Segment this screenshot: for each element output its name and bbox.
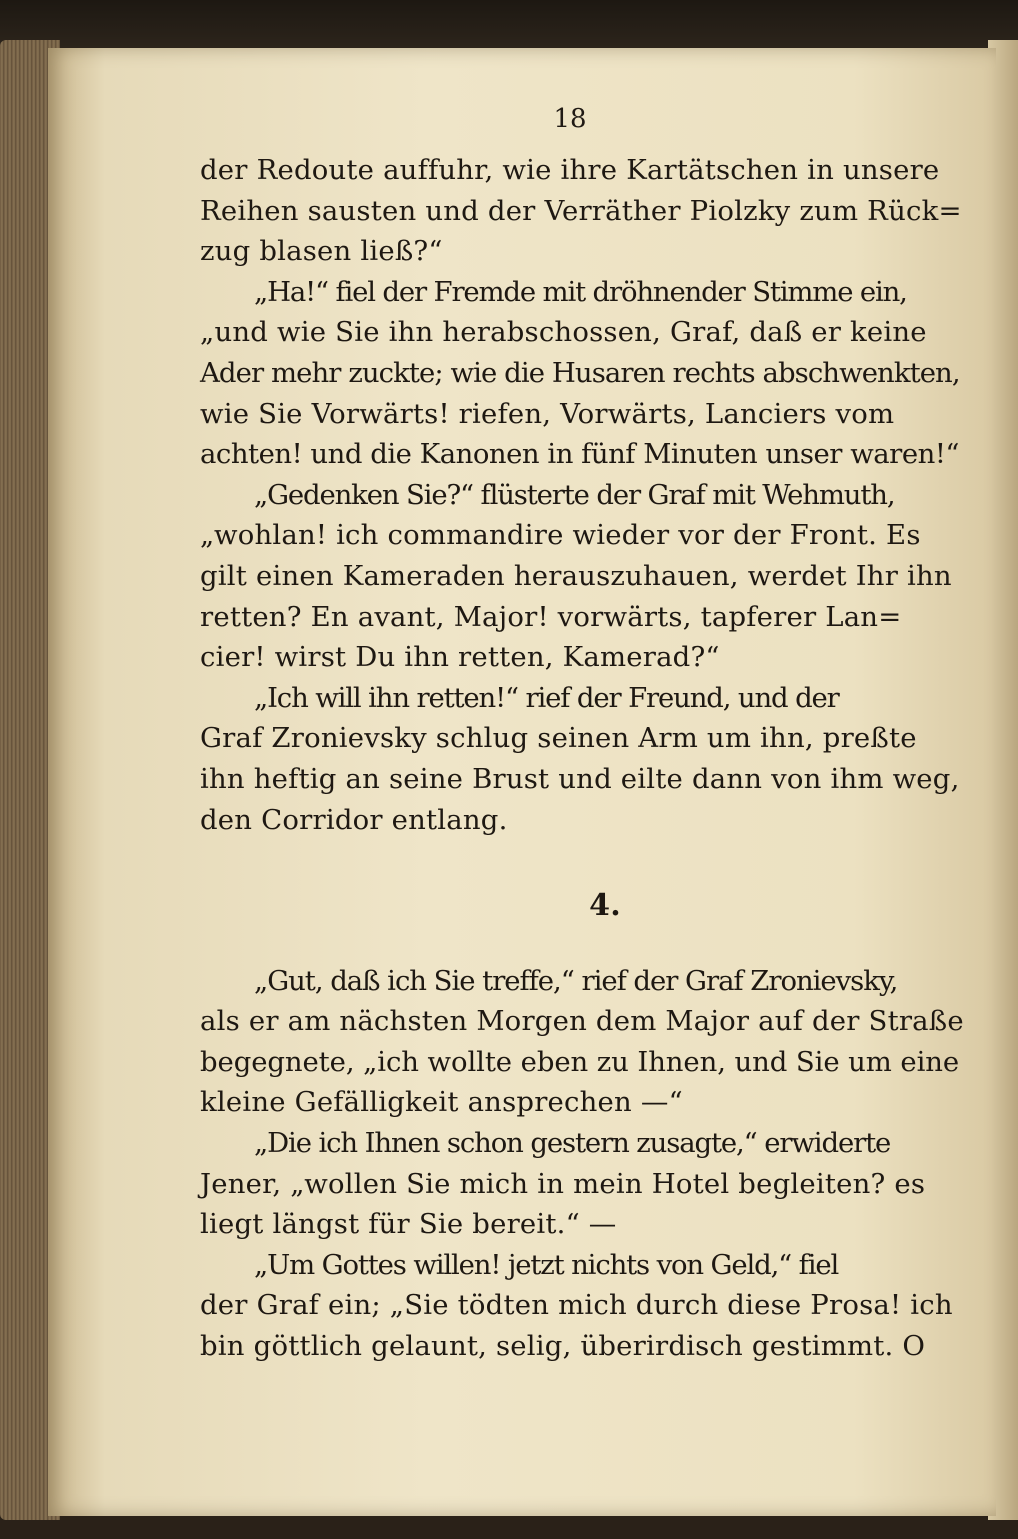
text-line: gilt einen Kameraden herauszuhauen, werdet Ihr ihn (200, 559, 952, 592)
page-number: 18 (553, 104, 587, 134)
text-section-after (200, 961, 970, 1367)
text-line: „wohlan! ich commandire wieder vor der Front. Es (200, 519, 921, 552)
paragraph (200, 1123, 970, 1245)
text-line: ihn heftig an seine Brust und eilte dann von ihm weg, (200, 762, 960, 795)
text-line: „Gut, daß ich Sie treffe,“ rief der Graf Zronievsky, (254, 964, 898, 997)
paragraph (200, 1245, 970, 1367)
text-line: liegt längst für Sie bereit.“ — (200, 1208, 617, 1241)
page-text (200, 150, 970, 1367)
text-line: „Gedenken Sie?“ flüsterte der Graf mit Wehmuth, (254, 478, 895, 511)
text-line: der Redoute auffuhr, wie ihre Kartätschen in unsere (200, 154, 940, 186)
paragraph (200, 272, 970, 475)
text-line: „Um Gottes willen! jetzt nichts von Geld,“ fiel (254, 1248, 839, 1281)
scan-background-top (0, 0, 1018, 48)
section-heading: 4. (589, 888, 621, 924)
text-line: „Ich will ihn retten!“ rief der Freund, und der (254, 681, 839, 714)
text-line: retten? En avant, Major! vorwärts, tapferer Lan= (200, 600, 902, 633)
text-line: Reihen sausten und der Verräther Piolzky zum Rück= (200, 194, 962, 227)
text-line: kleine Gefälligkeit ansprechen —“ (200, 1086, 683, 1119)
text-line: achten! und die Kanonen in fünf Minuten unser waren!“ (200, 438, 959, 471)
paragraph (200, 150, 970, 272)
text-line: den Corridor entlang. (200, 803, 508, 836)
text-line: „Die ich Ihnen schon gestern zusagte,“ erwiderte (254, 1127, 891, 1160)
text-section-before (200, 150, 970, 840)
text-line: als er am nächsten Morgen dem Major auf der Straße (200, 1005, 964, 1038)
text-line: der Graf ein; „Sie tödten mich durch diese Prosa! ich (200, 1289, 953, 1322)
text-line: Ader mehr zuckte; wie die Husaren rechts abschwenkten, (200, 356, 960, 389)
text-line: wie Sie Vorwärts! riefen, Vorwärts, Lanciers vom (200, 397, 895, 430)
text-line: Graf Zronievsky schlug seinen Arm um ihn, preßte (200, 722, 917, 755)
text-line: „Ha!“ fiel der Fremde mit dröhnender Stimme ein, (254, 275, 907, 308)
text-line: Jener, „wollen Sie mich in mein Hotel begleiten? es (200, 1167, 926, 1200)
paragraph (200, 678, 970, 840)
text-line: zug blasen ließ?“ (200, 235, 443, 268)
text-line: cier! wirst Du ihn retten, Kamerad?“ (200, 641, 720, 674)
paragraph (200, 475, 970, 678)
text-line: „und wie Sie ihn herabschossen, Graf, daß er keine (200, 316, 927, 349)
text-line: bin göttlich gelaunt, selig, überirdisch gestimmt. O (200, 1330, 926, 1363)
text-line: begegnete, „ich wollte eben zu Ihnen, und Sie um eine (200, 1045, 960, 1078)
paragraph (200, 961, 970, 1123)
